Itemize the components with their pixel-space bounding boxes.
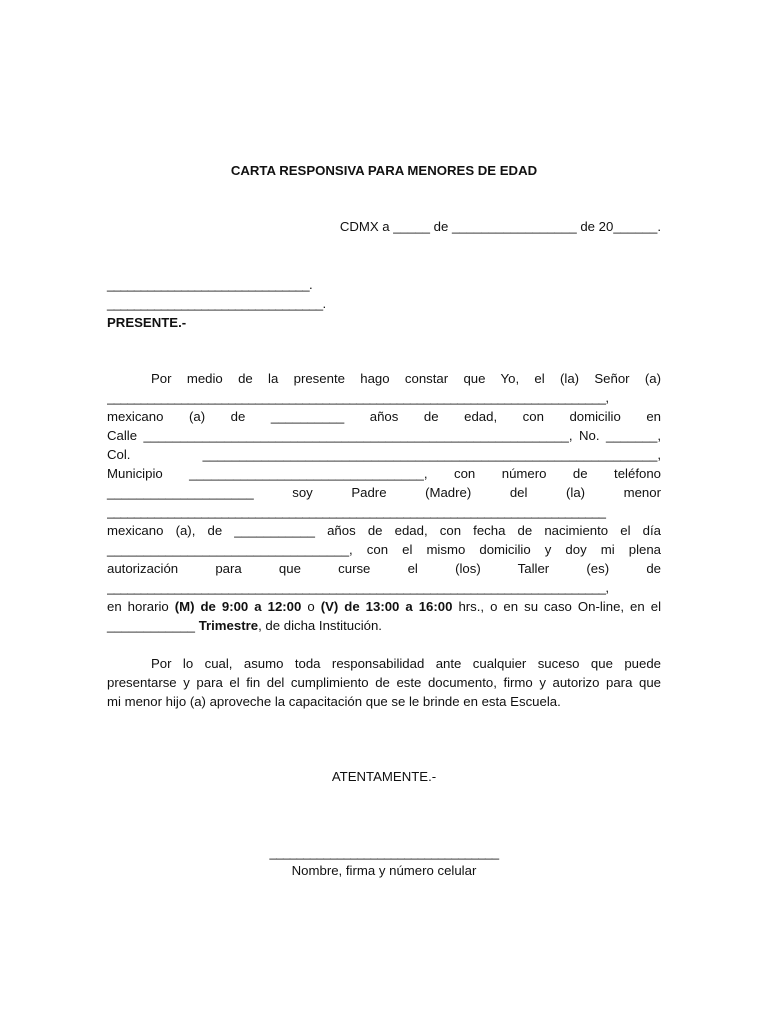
horario-morning: (M) de 9:00 a 12:00 (174, 599, 302, 614)
signature-caption: Nombre, firma y número celular (291, 863, 477, 878)
body-line-1: Por medio de la presente hago constar que Yo, el (la) Señor (a) (151, 371, 661, 386)
body-line-6: Municipio ________________________________, con número de teléfono (107, 466, 661, 481)
col-blank: ______________________________________________________________, (202, 447, 661, 462)
body-line-7: ____________________ soy Padre (Madre) del (la) menor (107, 485, 661, 500)
paragraph2-line-1: Por lo cual, asumo toda responsabilidad ante cualquier suceso que puede (151, 656, 661, 671)
closing: ATENTAMENTE.- (331, 769, 437, 784)
body-line-13 (107, 598, 661, 615)
body-line-3: mexicano (a) de __________ años de edad, con domicilio en (107, 409, 661, 424)
horario-label: en horario (107, 599, 175, 614)
horario-rest: hrs., o en su caso On-line, en el (452, 599, 661, 614)
horario-or: o (301, 599, 321, 614)
body-line-14 (107, 617, 661, 634)
signature-line: __________________________________ (269, 845, 499, 860)
col-label: Col. (107, 447, 131, 462)
institucion-text: , de dicha Institución. (258, 618, 382, 633)
letter-title: CARTA RESPONSIVA PARA MENORES DE EDAD (230, 163, 538, 178)
body-line-2: __________________________________________________________________________, (107, 390, 609, 405)
body-line-12: __________________________________________________________________________, (107, 580, 609, 595)
body-line-10: _________________________________, con el mismo domicilio y doy mi plena (107, 542, 661, 557)
salutation: PRESENTE.- (107, 315, 187, 330)
body-line-4: Calle __________________________________________________________, No. _______, (107, 428, 661, 443)
paragraph2-line-2: presentarse y para el fin del cumplimiento de este documento, firmo y autorizo para que (107, 675, 661, 690)
body-line-9: mexicano (a), de ___________ años de edad, con fecha de nacimiento el día (107, 523, 661, 538)
body-line-8: __________________________________________________________________________ (107, 504, 606, 519)
date-line: CDMX a _____ de _________________ de 20______. (339, 219, 661, 234)
recipient-line-2: ________________________________. (107, 296, 326, 311)
body-line-5 (107, 446, 661, 463)
body-line-11: autorización para que curse el (los) Taller (es) de (107, 561, 661, 576)
trimestre-label: Trimestre (198, 618, 259, 633)
paragraph2-line-3: mi menor hijo (a) aproveche la capacitación que se le brinde en esta Escuela. (107, 694, 561, 709)
recipient-line-1: ______________________________. (107, 277, 313, 292)
trimestre-blank: ____________ (107, 618, 199, 633)
horario-evening: (V) de 13:00 a 16:00 (320, 599, 453, 614)
